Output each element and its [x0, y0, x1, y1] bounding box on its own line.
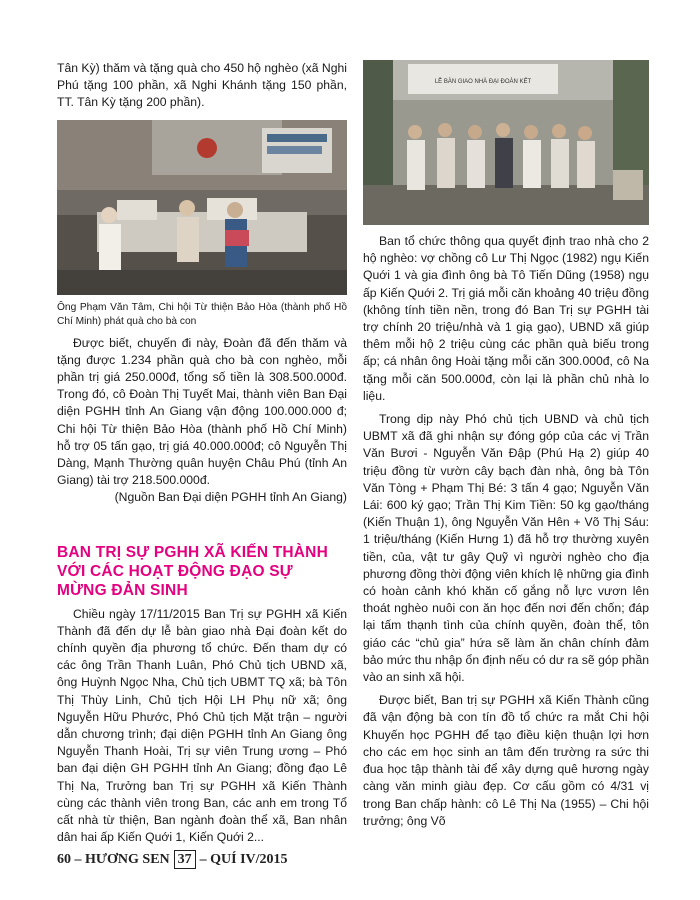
- left-paragraph-1: Được biết, chuyến đi này, Đoàn đã đến thăm và tặng được 1.234 phần quà cho bà con nghèo, mỗi phần trị giá 250.000đ, tổng số tiền là 308.500.000đ. Trong đó, cô Đoàn Thị Tuyết Mai, thành viên Ban Đại diện PGHH tỉnh An Giang vận động 100.000.000 đ; Chi hội Từ thiện Bảo Hòa (thành phố Hồ Chí Minh) hỗ trợ 05 tấn gạo, trị giá 40.000.000đ; cô Nguyễn Thị Dàng, Mạnh Thường quân huyện Châu Phú (tỉnh An Giang) tài trợ 218.500.000đ.: [57, 335, 347, 488]
- left-column: [57, 60, 347, 846]
- photo-gift-distribution: [57, 120, 347, 295]
- right-paragraph-2: Trong dịp này Phó chủ tịch UBND và chủ tịch UBMT xã đã ghi nhận sự đóng góp của các vị Trần Văn Bươi - Nguyễn Văn Đập (Phú Hạ 2) giúp 40 triệu đồng từ vườn cây bạch đàn nhà, ông bà Tôn Văn Tòng + Phạm Thị Bé: 3 tấn 4 gạo; Nguyễn Văn Lái: 600 ký gạo; Trần Thị Kim Tiền: 50 kg gạo/tháng (Kiến Thuận 1), ông Nguyễn Văn Hên + Võ Thị Sáu: 1 triệu/tháng (Kiến Hưng 1) đã hỗ trợ thường xuyên tiền, của, vật tư gây Quỹ vì người nghèo cho địa phương đồng thời động viên khích lệ những gia đình có hoàn cảnh khó khăn cố gắng nỗ lực vươn lên thoát nghèo nuôi con ăn học đến nơi đến chốn; đáp lại tấm thạnh tình của chính quyền, đoàn thể, tôn giáo các “chủ gia” hứa sẽ làm ăn chân chính đảm bảo mức thu nhập ổn định nếu có dư ra sẽ góp phần vào an sinh xã hội.: [363, 412, 649, 685]
- source-note: (Nguồn Ban Đại diện PGHH tỉnh An Giang): [114, 490, 347, 505]
- photo-house-handover-sign: LỄ BÀN GIAO NHÀ ĐẠI ĐOÀN KẾT: [434, 79, 532, 85]
- left-paragraph-2: Chiều ngày 17/11/2015 Ban Trị sự PGHH xã Kiến Thành đã đến dự lễ bàn giao nhà Đại đoàn kết do chính quyền địa phương tổ chức. Đến tham dự có các ông Trần Thanh Luân, Phó Chủ tịch UBND xã, ông Huỳnh Ngọc Nha, Chủ tịch UBMT TQ xã; bà Tôn Thị Thùy Linh, Chủ tịch Hội LH Phụ nữ xã; ông Nguyễn Hữu Phước, Phó Chủ tịch Mặt trận – người dẫn chương trình; đại diện PGHH tỉnh An Giang ông Nguyễn Thanh Hoài, Trị sự viên Trung ương – Phó ban đại diện GH PGHH tỉnh An Giang; đồng đạo Lê Thị Na, Trưởng ban Trị sự PGHH xã Kiến Thành cùng các thành viên trong Ban, các anh em trong Tổ cất nhà từ thiện, Ban ngành đoàn thể xã, Ban nhân dân hai ấp Kiến Quới 1, Kiến Quới 2...: [57, 606, 347, 845]
- footer-page-prefix: 60 – HƯƠNG SEN: [57, 851, 170, 867]
- intro-paragraph: Tân Kỳ) thăm và tặng quà cho 450 hộ nghèo (xã Nghi Phú tặng 100 phần, xã Nghi Khánh tặng 150 phần, TT. Tân Kỳ tặng 200 phần).: [57, 61, 347, 110]
- photo-gift-distribution-image: [57, 120, 347, 295]
- photo-house-handover: [363, 60, 649, 225]
- footer-suffix: – QUÍ IV/2015: [199, 851, 288, 867]
- page-footer: [57, 850, 288, 869]
- right-paragraph-1: Ban tổ chức thông qua quyết định trao nhà cho 2 hộ nghèo: vợ chồng cô Lư Thị Ngọc (1982) ngụ Kiến Quới 1 và gia đình ông bà Tô Tiến Dũng (1958) ngụ ấp Kiến Quới 2. Trị giá mỗi căn khoảng 40 triệu đồng (không tính tiền nền, trong đó Ban Trị sự PGHH tài trợ chính 20 triệu/nhà và 1 giạ gạo), UBND xã giúp thêm mỗi hộ 2 triệu cùng các phần quà biếu trong ấp; cá nhân ông Hoài tặng mỗi căn 300.000đ, cô Na tặng mỗi căn 500.000đ, còn lại là phần chủ nhà lo liệu.: [363, 234, 649, 403]
- photo-house-handover-image: [363, 60, 649, 225]
- article-heading: BAN TRỊ SỰ PGHH XÃ KIẾN THÀNH VỚI CÁC HOẠT ĐỘNG ĐẠO SỰ MỪNG ĐẢN SINH: [57, 543, 328, 599]
- photo-gift-distribution-caption: Ông Phạm Văn Tâm, Chi hội Từ thiện Bảo Hòa (thành phố Hồ Chí Minh) phát quà cho bà con: [57, 301, 347, 327]
- right-paragraph-3: Được biết, Ban trị sự PGHH xã Kiến Thành cũng đã vận động bà con tín đồ tổ chức ra mắt Chi hội Khuyến học PGHH để tạo điều kiện thuận lợi hơn cho các em học sinh an tâm đến trường ra sức thi đua học tập thành tài để xây dựng quê hương ngày càng văn minh giàu đẹp. Cơ cấu gồm có 4/31 vị trong Ban chấp hành: cô Lê Thị Na (1955) – Chi hội trưởng; ông Võ: [363, 693, 649, 828]
- right-column: [363, 60, 649, 830]
- footer-issue-number: 37: [174, 850, 196, 869]
